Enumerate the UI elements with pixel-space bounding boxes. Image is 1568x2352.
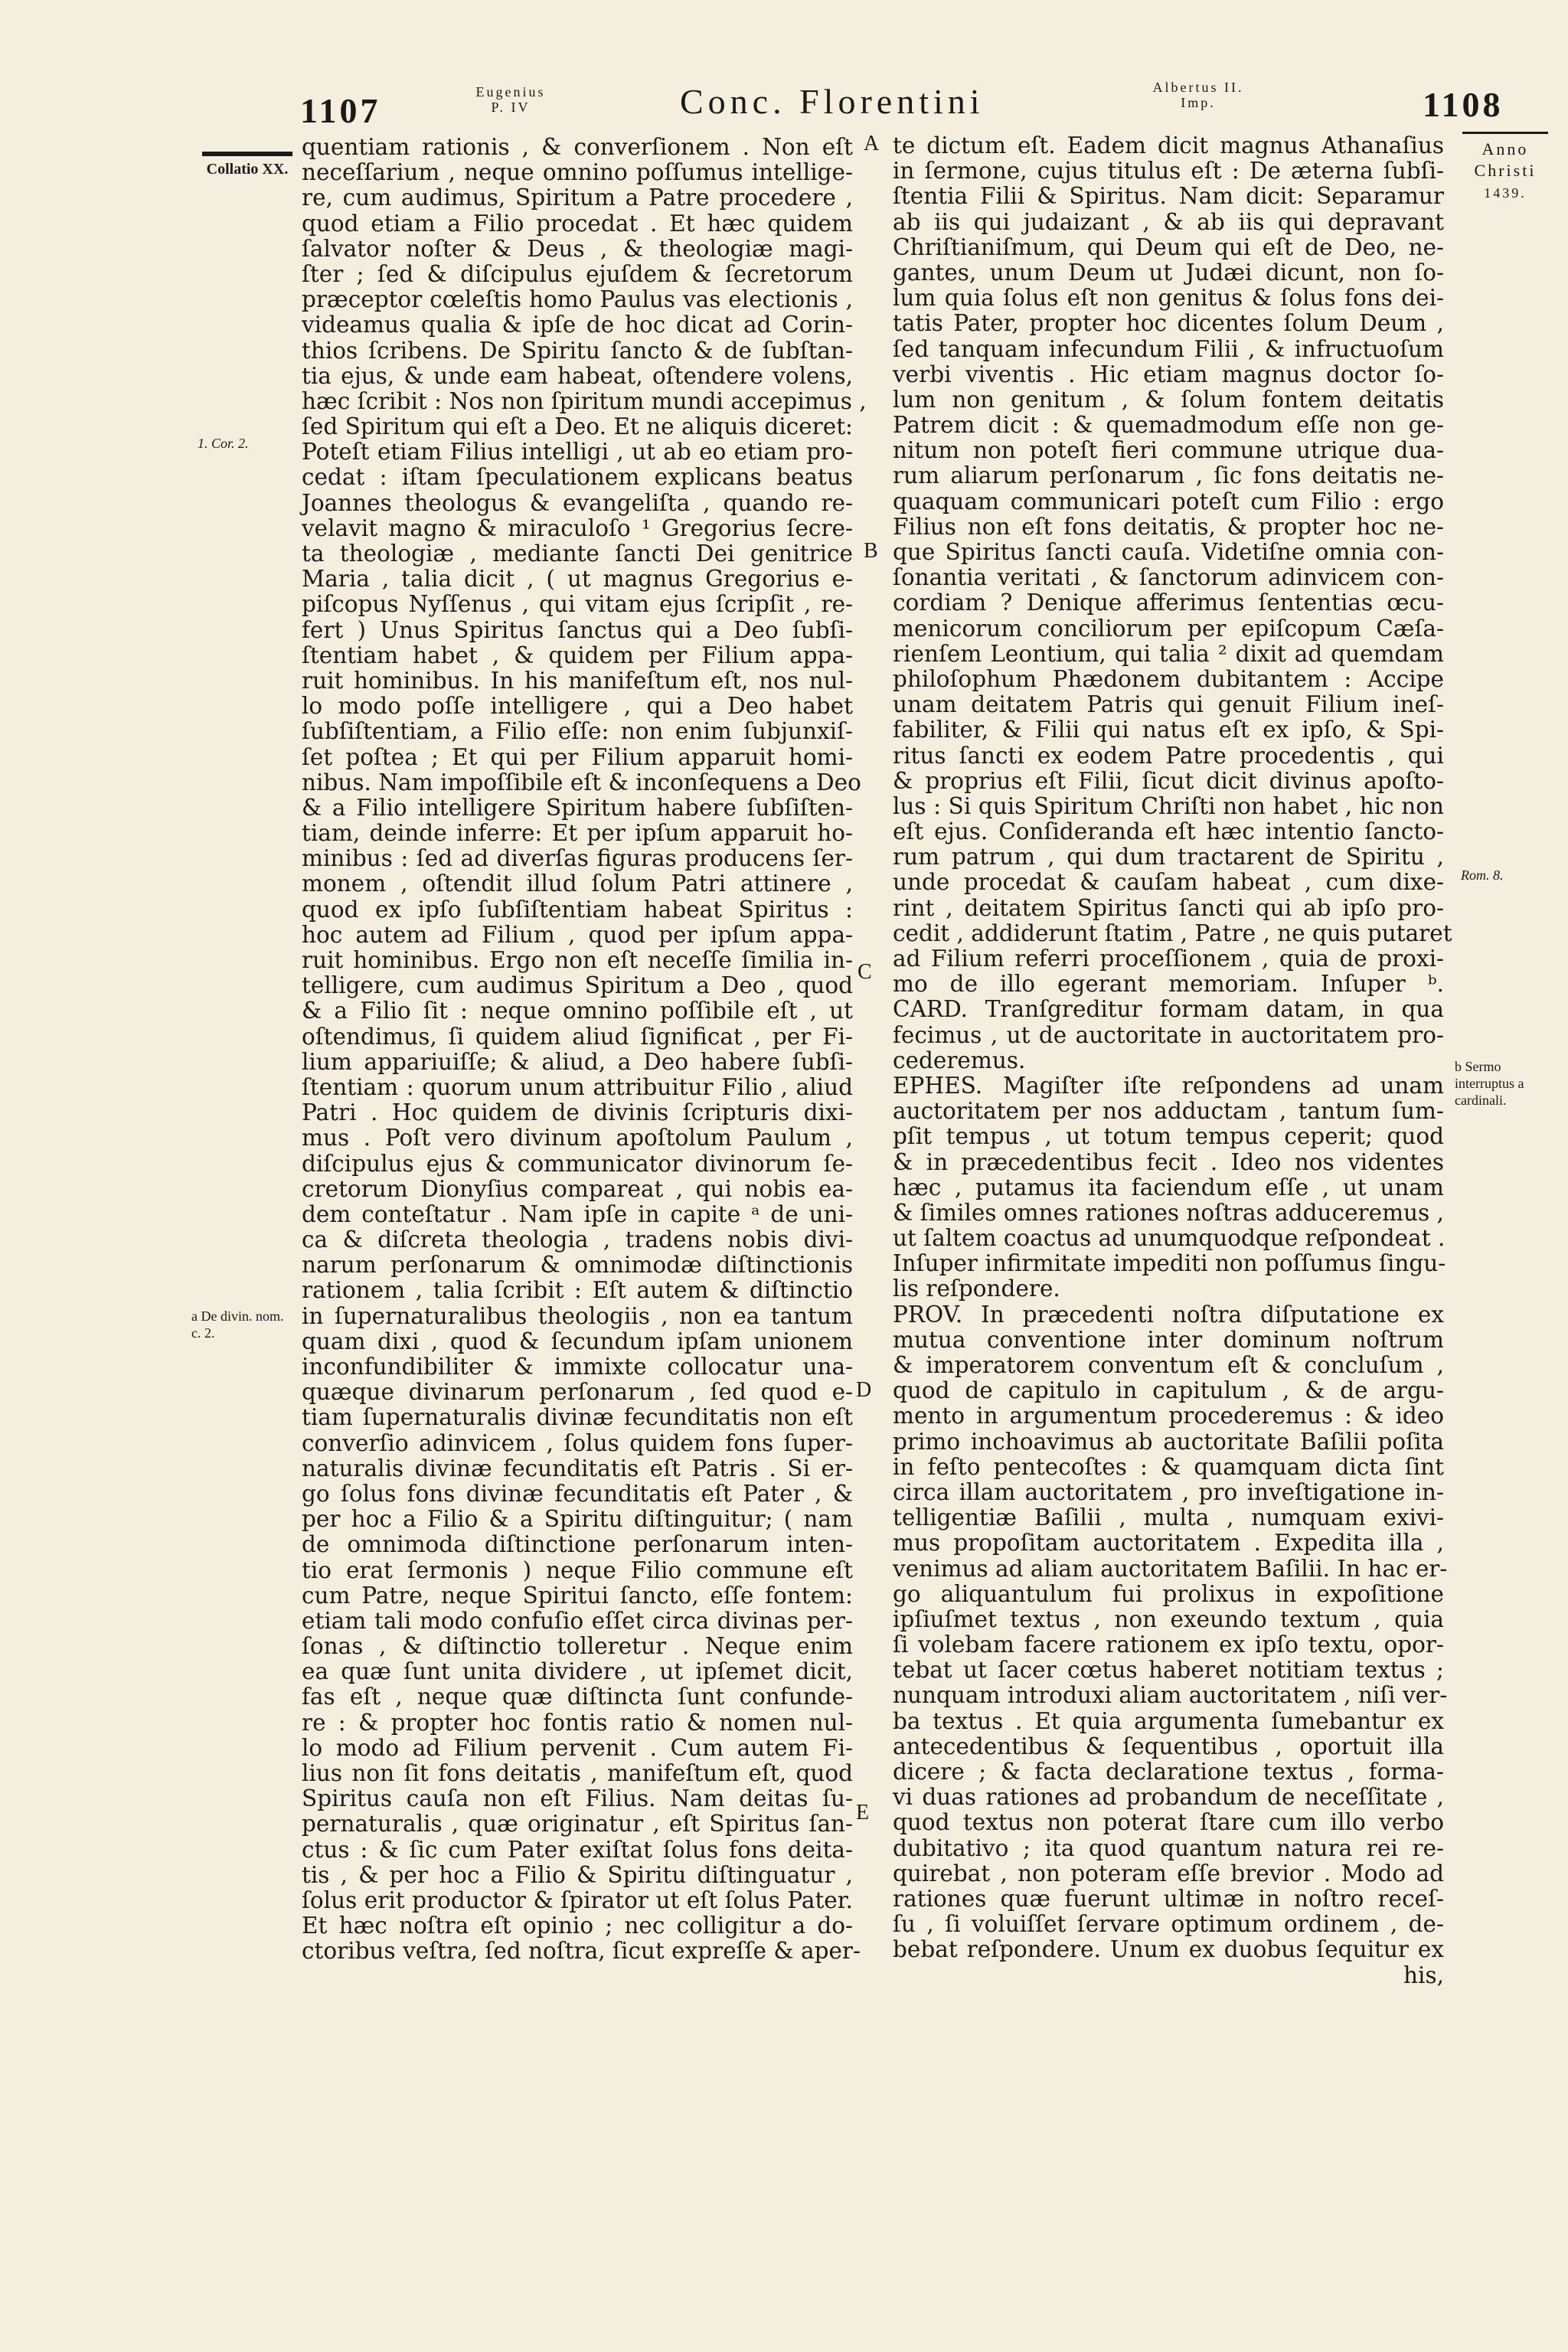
text-line: & imperatorem conventum eſt & concluſum , <box>893 1352 1444 1378</box>
text-line: etiam tali modo confuſio eſſet circa divinas per- <box>302 1607 853 1634</box>
text-line: go ſolus fons divinæ fecunditatis eſt Pater , & <box>302 1480 853 1507</box>
text-line: que Spiritus ſancti cauſa. Videtiſne omnia con- <box>893 539 1444 565</box>
text-line: ipſiuſmet textus , non exeundo textum , quia <box>893 1606 1444 1632</box>
text-line: circa illam auctoritatem , pro inveſtigatione in- <box>893 1478 1444 1505</box>
text-line: & proprius eſt Filii, ſicut dicit divinus apoſto- <box>893 767 1444 794</box>
text-line: Filius non eſt fons deitatis, & propter hoc ne- <box>893 513 1444 540</box>
text-line: ut ſaltem coactus ad unumquodque reſpondeat . <box>893 1225 1446 1252</box>
text-line: velavit magno & miraculoſo ¹ Gregorius ſecre- <box>302 514 853 541</box>
text-line: gantes, unum Deum ut Judæi dicunt, non ſo- <box>893 259 1444 286</box>
section-letter-c: C <box>858 960 872 984</box>
text-line: ritus ſancti ex eodem Patre procedentis , qui <box>893 742 1444 769</box>
text-line: & ſimiles omnes rationes noſtras adduceremus , <box>893 1199 1444 1226</box>
text-line: telligentiæ Baſilii , multa , numquam exivi- <box>893 1504 1444 1531</box>
text-line: præceptor cœleſtis homo Paulus vas electionis , <box>302 286 853 313</box>
text-line: rint , deitatem Spiritus ſancti qui ab ipſo pro- <box>893 894 1444 921</box>
text-line: tio erat ſermonis ) neque Filio commune eſt <box>302 1557 853 1583</box>
text-line: Patrem dicit : & quemadmodum eſſe non ge- <box>893 412 1444 439</box>
text-line: primo inchoavimus ab auctoritate Baſilii poſita <box>893 1428 1444 1455</box>
page-number-right: 1108 <box>1423 85 1504 124</box>
anno-rule <box>1462 132 1548 134</box>
text-line: menicorum conciliorum per epiſcopum Cæſa- <box>893 615 1444 642</box>
text-line: lus : Si quis Spiritum Chriſti non habet , hic non <box>893 792 1444 819</box>
text-line: mus propoſitam auctoritatem . Expedita illa , <box>893 1530 1444 1557</box>
text-line: telligere, cum audimus Spiritum a Deo , quod <box>302 972 853 999</box>
anno-year: 1439. <box>1484 185 1527 201</box>
text-line: quirebat , non poteram eſſe brevior . Modo ad <box>893 1860 1444 1886</box>
text-line: neceſſarium , neque omnino poſſumus intellige- <box>302 159 853 186</box>
text-line: quod de capitulo in capitulum , & de argu- <box>893 1377 1444 1404</box>
text-line: tiam ſupernaturalis divinæ fecunditatis non eſt <box>302 1404 853 1431</box>
section-letter-d: D <box>856 1378 872 1402</box>
text-line: ſonantia veritati , & ſanctorum adinvicem con- <box>893 564 1444 591</box>
text-line: ſolus erit productor & ſpirator ut eſt ſolus Pater. <box>302 1886 853 1913</box>
text-line: ea quæ ſunt unita dividere , ut ipſemet dicit, <box>302 1658 853 1685</box>
text-column-right <box>893 132 1452 1988</box>
text-line: Patri . Hoc quidem de divinis ſcripturis dixi- <box>302 1099 853 1126</box>
text-line: tia ejus, & unde eam habeat, oſtendere volens, <box>302 362 853 389</box>
text-line: & in præcedentibus fecit . Ideo nos videntes <box>893 1148 1444 1175</box>
text-column-left <box>302 134 867 1965</box>
text-line: fert ) Unus Spiritus ſanctus qui a Deo ſubſi- <box>302 616 853 643</box>
text-line: lo modo poſſe intelligere , qui a Deo habet <box>302 693 853 720</box>
text-line: narum perſonarum & omnimodæ diſtinctionis <box>302 1252 853 1279</box>
text-line: monem , oſtendit illud ſolum Patri attinere , <box>302 871 853 897</box>
text-line: naturalis divinæ fecunditatis eſt Patris . Si er- <box>302 1455 853 1481</box>
running-title: Conc. Florentini <box>680 82 985 121</box>
text-line: tatis Pater, propter hoc dicentes ſolum Deum , <box>893 310 1444 337</box>
text-line: ſed tanquam infecundum Filii , & infructuoſum <box>893 335 1444 362</box>
text-line: nunquam introduxi aliam auctoritatem , niſi ver- <box>893 1682 1448 1709</box>
text-line: ſed Spiritum qui eſt a Deo. Et ne aliquis diceret: <box>302 413 853 440</box>
text-line: lum quia ſolus eſt non genitus & ſolus fons dei- <box>893 285 1444 312</box>
text-line: re, cum audimus, Spiritum a Patre procedere , <box>302 185 853 211</box>
text-line: hæc ſcribit : Nos non ſpiritum mundi accepimus , <box>302 387 867 414</box>
text-line: converſio adinvicem , ſolus quidem fons ſuper- <box>302 1429 853 1456</box>
text-line: fas eſt , neque quæ diſtincta ſunt confunde- <box>302 1684 853 1710</box>
running-head-pope: Eugenius P. IV <box>475 84 546 115</box>
text-line: cederemus. <box>893 1047 1026 1073</box>
text-line: quod textus non poterat ſtare cum illo verbo <box>893 1809 1444 1836</box>
text-line: ſtentiam habet , & quidem per Filium appa- <box>302 642 853 668</box>
text-line: philoſophum Phædonem dubitantem : Accipe <box>893 665 1444 692</box>
text-line: lius non ſit fons deitatis , manifeſtum eſt, quod <box>302 1760 853 1786</box>
text-line: lo modo ad Filium pervenit . Cum autem Fi- <box>302 1734 853 1761</box>
text-line: quæque divinarum perſonarum , ſed quod e- <box>302 1379 853 1406</box>
text-line: tebat ut ſacer cœtus haberet notitiam textus ; <box>893 1657 1444 1684</box>
text-line: nitum non poteſt fieri commune utrique dua- <box>893 437 1444 464</box>
text-line: oſtendimus, ſi quidem aliud ſignificat , per Fi- <box>302 1023 853 1050</box>
margin-ref-dionysius: a De divin. nom. c. 2. <box>191 1308 284 1341</box>
text-line: auctoritatem per nos adductam , tantum ſum- <box>893 1098 1444 1125</box>
text-line: pernaturalis , quæ originatur , eſt Spiritus ſan- <box>302 1811 853 1838</box>
text-line: tiam, deinde inferre: Et per ipſum apparuit ho- <box>302 820 853 847</box>
collatio-rule <box>202 152 292 156</box>
text-line: Joannes theologus & evangeliſta , quando re- <box>302 489 853 516</box>
text-line: ſu , ſi voluiſſet ſervare optimum ordinem , de- <box>893 1911 1444 1938</box>
text-line: rienſem Leontium, qui talia ² dixit ad quemdam <box>893 640 1444 667</box>
text-line: mento in argumentum procederemus : & ideo <box>893 1403 1444 1429</box>
text-line: cedat : iſtam ſpeculationem explicans beatus <box>302 464 853 491</box>
text-line: lis reſpondere. <box>893 1276 1060 1302</box>
text-line: his, <box>1403 1962 1444 1988</box>
text-line: ba textus . Et quia argumenta ſumebantur ex <box>893 1707 1444 1734</box>
text-line: inconfundibiliter & immixte collocatur una- <box>302 1354 853 1380</box>
text-line: videamus qualia & ipſe de hoc dicat ad Corin- <box>302 312 853 338</box>
running-head-emperor: Albertus II. Imp. <box>1152 80 1244 110</box>
text-line: ſubſiſtentiam, a Filio eſſe: non enim ſubjunxiſ- <box>302 718 853 745</box>
text-line: unde procedat & cauſam habeat , cum dixe- <box>893 869 1444 896</box>
text-line: quaquam communicari poteſt cum Filio : ergo <box>893 488 1444 514</box>
text-line: quod etiam a Filio procedat . Et hæc quidem <box>302 210 853 237</box>
text-line: in ſermone, cujus titulus eſt : De æterna ſubſi- <box>893 158 1444 185</box>
page-number-left: 1107 <box>300 91 381 130</box>
text-line: ruit hominibus. In his manifeſtum eſt, nos nul- <box>302 667 853 694</box>
text-line: pſit tempus , ut totum tempus ceperit; quod <box>893 1123 1444 1150</box>
text-line: Poteſt etiam Filius intelligi , ut ab eo etiam pro- <box>302 439 853 466</box>
text-line: Maria , talia dicit , ( ut magnus Gregorius e- <box>302 566 853 593</box>
margin-anno <box>1459 132 1551 204</box>
text-line: ta theologiæ , mediante ſancti Dei genitrice <box>302 541 853 567</box>
text-line: & a Filio ſit : neque omnino poſſibile eſt , ut <box>302 998 853 1024</box>
text-line: ca & diſcreta theologia , tradens nobis divi- <box>302 1227 853 1253</box>
text-line: & a Filio intelligere Spiritum habere ſubſiſten- <box>302 794 853 821</box>
text-line: ſet poſtea ; Et qui per Filium apparuit homi- <box>302 743 853 770</box>
text-line: cordiam ? Denique afferimus ſententias œcu- <box>893 590 1444 616</box>
text-line: ab iis qui judaizant , & ab iis qui depravant <box>893 208 1444 235</box>
text-line: de omnimoda diſtinctione perſonarum inten- <box>302 1531 853 1558</box>
text-line: ſi volebam facere rationem ex ipſo textu, opor- <box>893 1632 1444 1658</box>
collatio-label: Collatio XX. <box>206 161 289 178</box>
text-line: fabiliter, & Filii qui natus eſt ex ipſo, & Spi- <box>893 717 1444 743</box>
text-line: mutua conventione inter dominum noſtrum <box>893 1326 1444 1353</box>
text-line: nibus. Nam impoſſibile eſt & inconſequens a Deo <box>302 769 861 795</box>
text-line: Inſuper infirmitate impediti non poſſumus ſingu- <box>893 1250 1446 1277</box>
text-line: unam deitatem Patris qui genuit Filium ineſ- <box>893 691 1444 718</box>
text-line: in ſupernaturalibus theologiis , non ea tantum <box>302 1302 853 1329</box>
text-line: tis , & per hoc a Filio & Spiritu diſtinguatur , <box>302 1861 853 1888</box>
text-line: vi duas rationes ad probandum de neceſſitate , <box>893 1784 1444 1811</box>
section-letter-a: A <box>864 132 880 155</box>
text-line: cedit , addiderunt ſtatim , Patre , ne quis putaret <box>893 920 1452 946</box>
text-line: ſter ; ſed & diſcipulus ejuſdem & ſecretorum <box>302 260 853 287</box>
text-line: CARD. Tranſgreditur formam datam, in qua <box>893 996 1444 1023</box>
text-line: ruit hominibus. Ergo non eſt neceſſe ſimilia in- <box>302 947 853 973</box>
text-line: minibus : ſed ad diverſas figuras producens ſer- <box>302 845 853 872</box>
text-line: dicere ; & facta declaratione textus , forma- <box>893 1759 1444 1785</box>
text-line: re : & propter hoc fontis ratio & nomen nul- <box>302 1709 853 1736</box>
text-line: ſtentiam : quorum unum attribuitur Filio , aliud <box>302 1073 853 1100</box>
margin-collatio <box>199 152 296 179</box>
text-line: diſcipulus ejus & communicator divinorum ſe- <box>302 1150 853 1177</box>
text-line: fecimus , ut de auctoritate in auctoritatem pro- <box>893 1021 1444 1048</box>
text-line: rum aliarum perſonarum , ſic fons deitatis ne- <box>893 462 1444 489</box>
text-line: ctoribus veſtra, ſed noſtra, ſicut expreſſe & aper- <box>302 1938 861 1965</box>
text-line: quod ex ipſo ſubſiſtentiam habeat Spiritus : <box>302 896 853 923</box>
margin-ref-sermo: b Sermo interruptus a cardinali. <box>1455 1059 1524 1108</box>
text-line: dubitativo ; ita quod quantum natura rei re- <box>893 1834 1444 1861</box>
text-line: cretorum Dionyſius compareat , qui nobis ea- <box>302 1175 853 1202</box>
text-line: Et hæc noſtra eſt opinio ; nec colligitur a do- <box>302 1913 853 1939</box>
text-line: Spiritus cauſa non eſt Filius. Nam deitas ſu- <box>302 1785 853 1812</box>
text-line: hæc , putamus ita faciendum eſſe , ut unam <box>893 1174 1444 1200</box>
text-line: per hoc a Filio & a Spiritu diſtinguitur; ( nam <box>302 1506 853 1533</box>
text-line: thios ſcribens. De Spiritu ſancto & de ſubſtan- <box>302 337 853 364</box>
text-line: ſonas , & diſtinctio tolleretur . Neque enim <box>302 1633 853 1660</box>
text-line: quam dixi , quod & ſecundum ipſam unionem <box>302 1328 853 1354</box>
text-line: quentiam rationis , & converſionem . Non eſt <box>302 134 853 160</box>
text-line: hoc autem ad Filium , quod per ipſum appa- <box>302 921 853 948</box>
margin-ref-romans: Rom. 8. <box>1461 867 1504 883</box>
text-line: eſt ejus. Conſideranda eſt hæc intentio ſancto- <box>893 818 1444 845</box>
text-line: rum patrum , qui dum tractarent de Spiritu , <box>893 844 1444 871</box>
text-line: venimus ad aliam auctoritatem Baſilii. In hac er- <box>893 1555 1448 1582</box>
anno-label: Anno Christi <box>1474 139 1537 180</box>
margin-ref-corinthians: 1. Cor. 2. <box>198 436 249 451</box>
text-line: cum Patre, neque Spiritui ſancto, eſſe fontem: <box>302 1582 853 1609</box>
text-line: Chriſtianiſmum, qui Deum qui eſt de Deo, ne- <box>893 234 1444 260</box>
text-line: lium appariuiſſe; & aliud, a Deo habere ſubſi- <box>302 1048 853 1075</box>
text-line: PROV. In præcedenti noſtra diſputatione ex <box>893 1301 1444 1328</box>
section-letter-e: E <box>856 1801 870 1824</box>
text-line: EPHES. Magiſter iſte reſpondens ad unam <box>893 1072 1444 1099</box>
text-line: antecedentibus & ſequentibus , oportuit illa <box>893 1733 1444 1759</box>
text-line: mus . Poſt vero divinum apoſtolum Paulum , <box>302 1125 853 1152</box>
text-line: go aliquantulum fui prolixus in expoſitione <box>893 1580 1444 1607</box>
text-line: in feſto pentecoſtes : & quamquam dicta ſint <box>893 1453 1444 1480</box>
text-line: ad Filium referri proceſſionem , quia de proxi- <box>893 946 1444 972</box>
text-line: rationem , talia ſcribit : Eſt autem & diſtinctio <box>302 1277 853 1304</box>
text-line: piſcopus Nyſſenus , qui vitam ejus ſcripſit , re- <box>302 591 853 618</box>
text-line: ctus : & ſic cum Pater exiſtat ſolus fons deita- <box>302 1836 853 1863</box>
text-line: rationes quæ fuerunt ultimæ in noſtro receſ- <box>893 1885 1444 1912</box>
text-line: lum non genitum , & ſolum fontem deitatis <box>893 386 1444 413</box>
text-line: dem conteſtatur . Nam ipſe in capite ᵃ de uni- <box>302 1200 853 1227</box>
text-line: ſtentia Filii & Spiritus. Nam dicit: Separamur <box>893 183 1444 210</box>
text-line: mo de illo egerant memoriam. Inſuper ᵇ. <box>893 971 1444 998</box>
text-line: bebat reſpondere. Unum ex duobus ſequitur ex <box>893 1936 1444 1963</box>
section-letter-b: B <box>864 539 878 563</box>
text-line: verbi viventis . Hic etiam magnus doctor ſo- <box>893 361 1444 387</box>
text-line: te dictum eſt. Eadem dicit magnus Athanaſius <box>893 132 1444 158</box>
text-line: ſalvator noſter & Deus , & theologiæ magi- <box>302 235 853 262</box>
